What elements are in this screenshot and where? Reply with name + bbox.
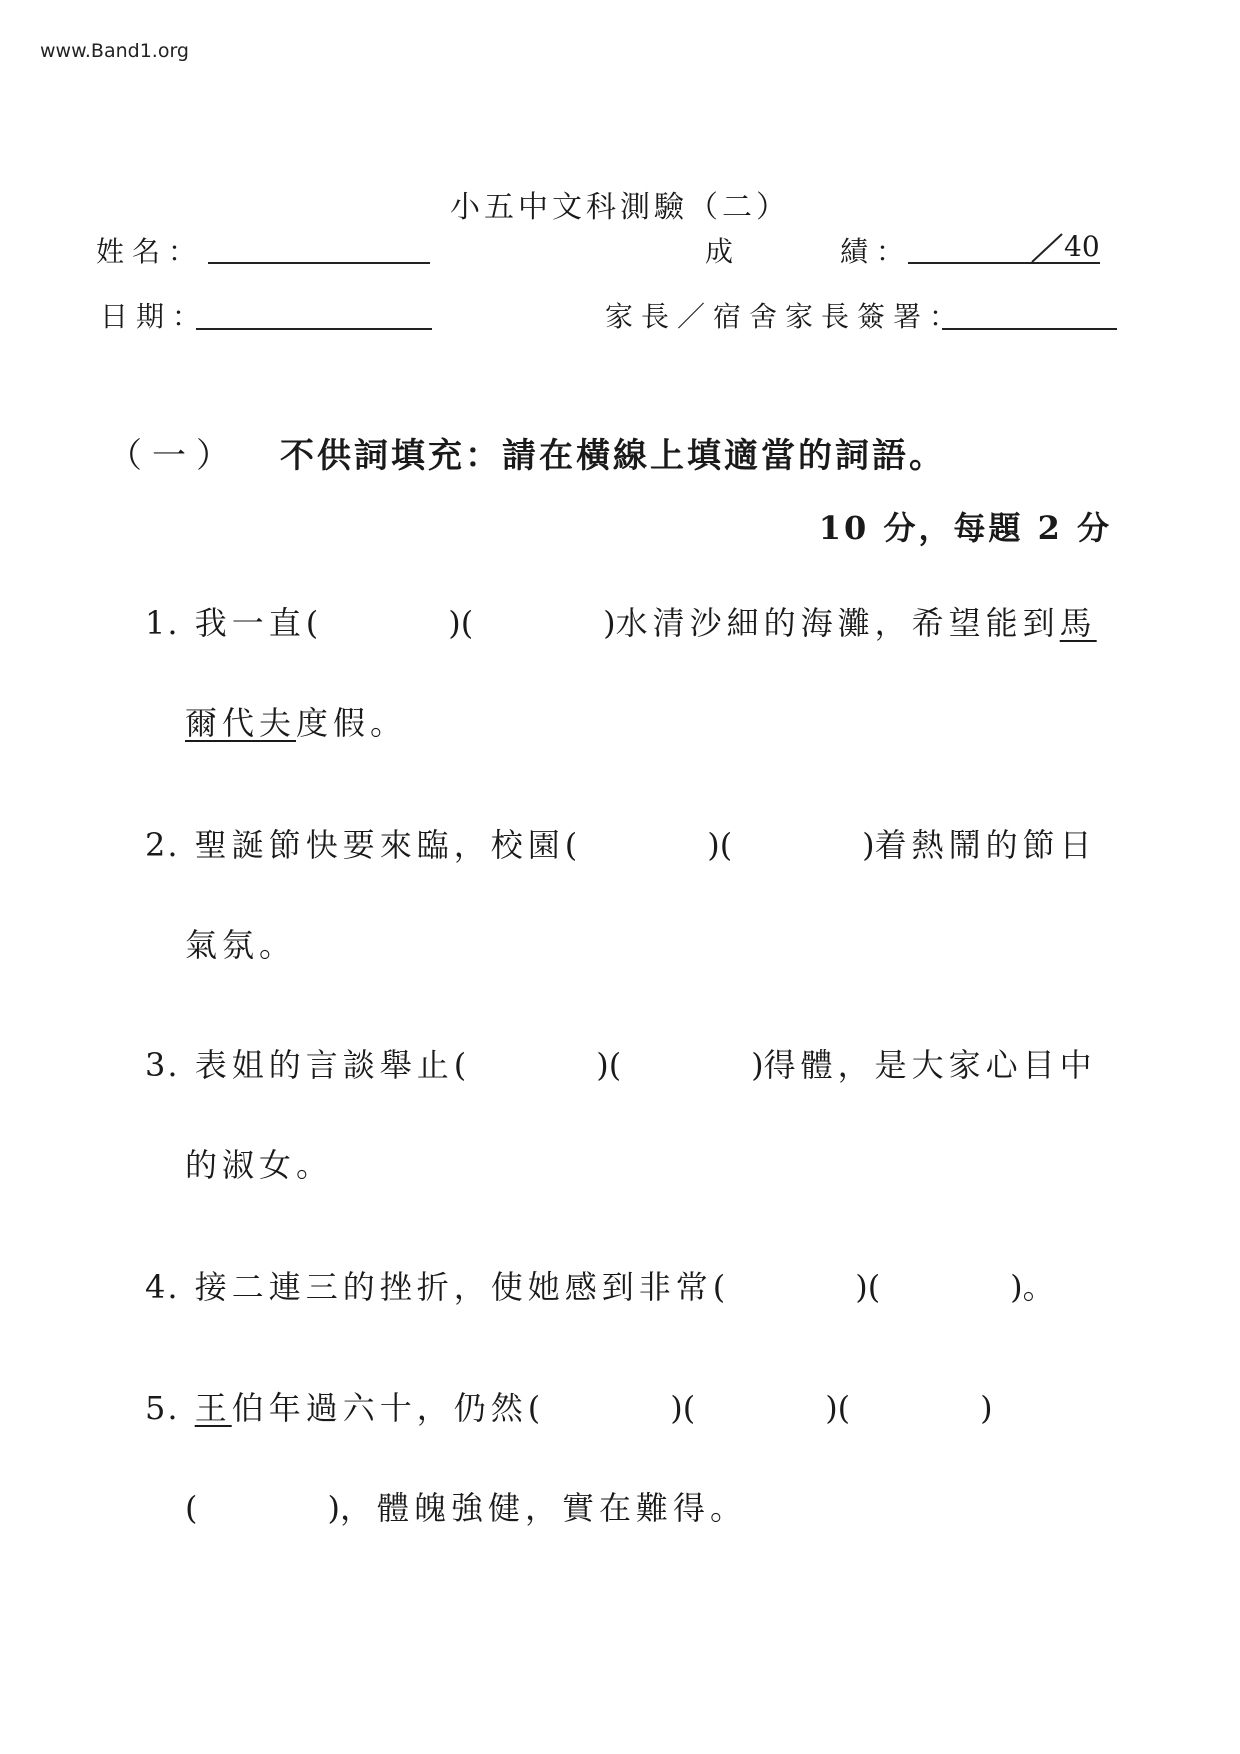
section-marks: 10 分，每題 2 分 — [818, 509, 1112, 547]
question-number: 1. — [145, 604, 180, 642]
question-text: 度假。 — [296, 704, 408, 742]
answer-blank[interactable]: ( ) — [453, 1046, 609, 1084]
question-4 — [145, 1262, 1060, 1308]
answer-blank[interactable]: ( ) — [460, 604, 616, 642]
question-number: 5. — [145, 1389, 180, 1427]
answer-blank[interactable]: ( ) — [837, 1389, 993, 1427]
question-1 — [145, 598, 1097, 644]
section-heading — [108, 428, 946, 477]
question-2 — [145, 820, 1097, 866]
question-3-line-2 — [185, 1140, 333, 1186]
proper-noun: 爾代夫 — [185, 704, 297, 742]
proper-noun: 王 — [194, 1389, 232, 1427]
parent-signature-label: 家長／宿舍家長簽署： — [605, 300, 966, 333]
answer-blank[interactable]: ( ) — [185, 1489, 340, 1527]
score-label-2: 績： — [840, 235, 913, 268]
question-text: ，體魄強健，實在難得。 — [339, 1489, 747, 1527]
section-instruction: 不供詞填充：請在橫線上填適當的詞語。 — [280, 436, 946, 476]
answer-blank[interactable]: ( ) — [719, 826, 875, 864]
parent-signature-field[interactable] — [942, 328, 1117, 330]
question-text: 得體，是大家心目中 — [763, 1046, 1097, 1084]
answer-blank[interactable]: ( ) — [867, 1268, 1023, 1306]
question-text: 。 — [1022, 1268, 1060, 1306]
question-5 — [145, 1383, 993, 1429]
answer-blank[interactable]: ( ) — [682, 1389, 838, 1427]
question-5-line-2 — [185, 1483, 747, 1529]
score-label-1: 成 — [705, 235, 742, 268]
page-title: 小五中文科測驗（二） — [450, 190, 790, 225]
answer-blank[interactable]: ( ) — [608, 1046, 764, 1084]
question-text: 接二連三的挫折，使她感到非常 — [194, 1268, 713, 1306]
name-label: 姓名： — [96, 235, 205, 268]
date-field[interactable] — [196, 328, 432, 330]
answer-blank[interactable]: ( ) — [305, 604, 461, 642]
question-text: 伯年過六十，仍然 — [231, 1389, 528, 1427]
score-total: 40 — [1064, 230, 1100, 263]
question-text: 的淑女。 — [185, 1146, 334, 1184]
date-label: 日期： — [100, 300, 209, 333]
question-text: 我一直 — [194, 604, 306, 642]
question-2-line-2 — [185, 920, 296, 966]
question-1-line-2 — [185, 698, 407, 744]
proper-noun: 馬 — [1059, 604, 1097, 642]
watermark: www.Band1.org — [40, 40, 189, 62]
question-text: 水清沙細的海灘，希望能到 — [615, 604, 1060, 642]
question-number: 3. — [145, 1046, 180, 1084]
answer-blank[interactable]: ( ) — [712, 1268, 868, 1306]
question-number: 2. — [145, 826, 180, 864]
question-text: 着熱鬧的節日 — [874, 826, 1097, 864]
question-3 — [145, 1040, 1097, 1086]
answer-blank[interactable]: ( ) — [564, 826, 720, 864]
answer-blank[interactable]: ( ) — [527, 1389, 683, 1427]
question-number: 4. — [145, 1268, 180, 1306]
question-text: 表姐的言談舉止 — [194, 1046, 454, 1084]
score-slash-icon — [1030, 232, 1064, 264]
question-text: 氣氛。 — [185, 926, 297, 964]
name-field[interactable] — [208, 262, 430, 264]
section-number: （一） — [108, 436, 240, 476]
question-text: 聖誕節快要來臨，校園 — [194, 826, 565, 864]
